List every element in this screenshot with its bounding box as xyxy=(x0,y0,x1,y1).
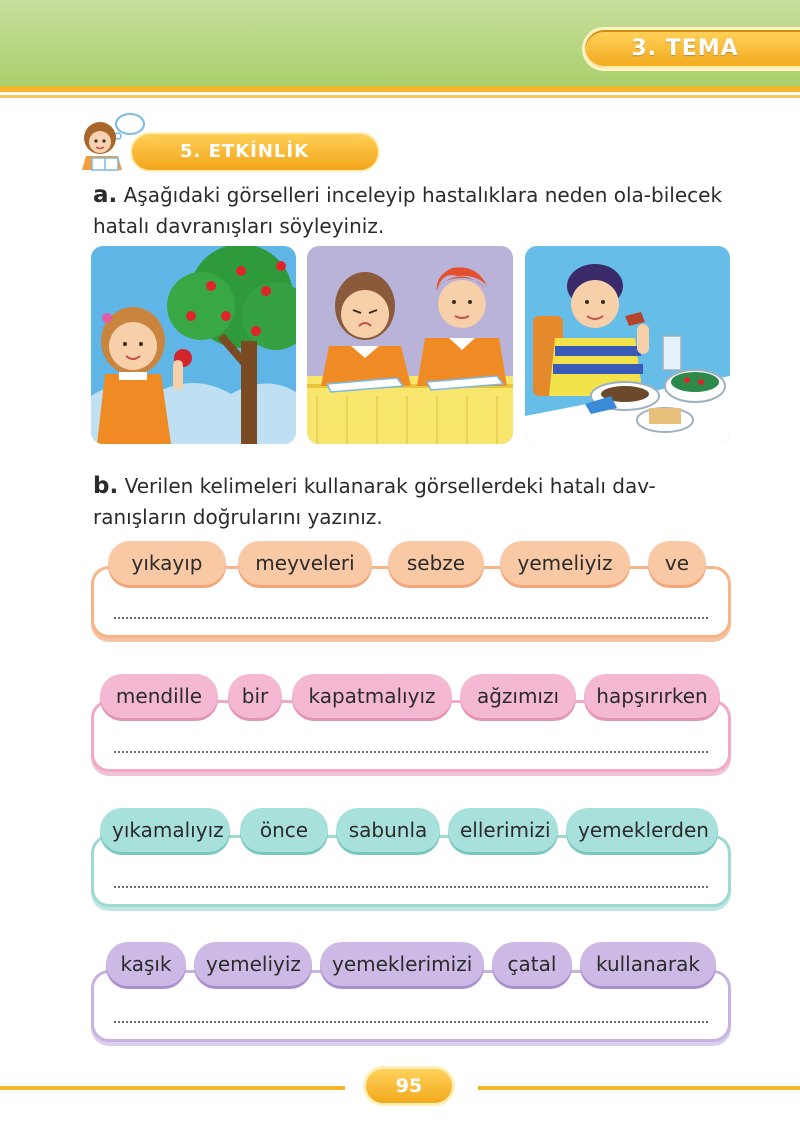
girl-reading-mascot-icon xyxy=(78,112,150,174)
word-chip: ve xyxy=(648,541,706,585)
instruction-a-letter: a. xyxy=(93,182,118,208)
instruction-b-text: Verilen kelimeleri kullanarak görsellerdeki hatalı dav-ranışların doğrularını yazınız. xyxy=(93,474,656,529)
word-chip: sabunla xyxy=(336,808,440,852)
answer-dotted-line-3 xyxy=(114,884,708,888)
illustration-girl-apple xyxy=(91,246,296,444)
word-chip: kaşık xyxy=(106,942,186,986)
word-row-1 xyxy=(100,541,740,585)
word-chip: yemeliyiz xyxy=(500,541,630,585)
word-chip: yemeliyiz xyxy=(194,942,312,986)
boy-eating-with-hands-illustration xyxy=(525,246,730,444)
word-row-2 xyxy=(100,674,740,718)
word-chip: yıkayıp xyxy=(108,541,226,585)
illustration-eating-hands xyxy=(525,246,730,444)
girl-sneezing-without-covering-illustration xyxy=(307,246,513,444)
instruction-b-letter: b. xyxy=(93,473,119,499)
word-chip: yemeklerimizi xyxy=(320,942,484,986)
activity-badge xyxy=(130,132,380,172)
word-chip: meyveleri xyxy=(238,541,372,585)
header-divider-thin xyxy=(0,95,800,98)
girl-eating-unwashed-apple-illustration xyxy=(91,246,296,444)
footer-line-right xyxy=(478,1086,800,1090)
word-chip: kullanarak xyxy=(580,942,716,986)
word-chip: sebze xyxy=(388,541,484,585)
word-chip: yıkamalıyız xyxy=(100,808,230,852)
word-row-4 xyxy=(100,942,740,986)
word-chip: hapşırırken xyxy=(584,674,720,718)
answer-dotted-line-1 xyxy=(114,615,708,619)
theme-badge xyxy=(582,27,800,71)
word-chip: kapatmalıyız xyxy=(292,674,452,718)
instruction-a xyxy=(93,180,733,242)
word-chip: yemeklerden xyxy=(566,808,718,852)
word-chip: ellerimizi xyxy=(448,808,558,852)
theme-label: 3. TEMA xyxy=(631,36,739,61)
word-chip: bir xyxy=(228,674,282,718)
word-chip: önce xyxy=(240,808,328,852)
answer-dotted-line-4 xyxy=(114,1019,708,1023)
answer-dotted-line-2 xyxy=(114,749,708,753)
instruction-a-text: Aşağıdaki görselleri inceleyip hastalıklara neden ola-bilecek hatalı davranışları söyleyiniz. xyxy=(93,183,723,238)
word-chip: mendille xyxy=(100,674,218,718)
word-chip: ağzımızı xyxy=(460,674,576,718)
instruction-b xyxy=(93,471,733,533)
word-chip: çatal xyxy=(492,942,572,986)
word-row-3 xyxy=(100,808,740,852)
illustration-sneezing xyxy=(307,246,513,444)
header-divider xyxy=(0,86,800,92)
footer-line-left xyxy=(0,1086,345,1090)
activity-label: 5. ETKİNLİK xyxy=(180,141,310,162)
page-number: 95 xyxy=(363,1066,455,1106)
